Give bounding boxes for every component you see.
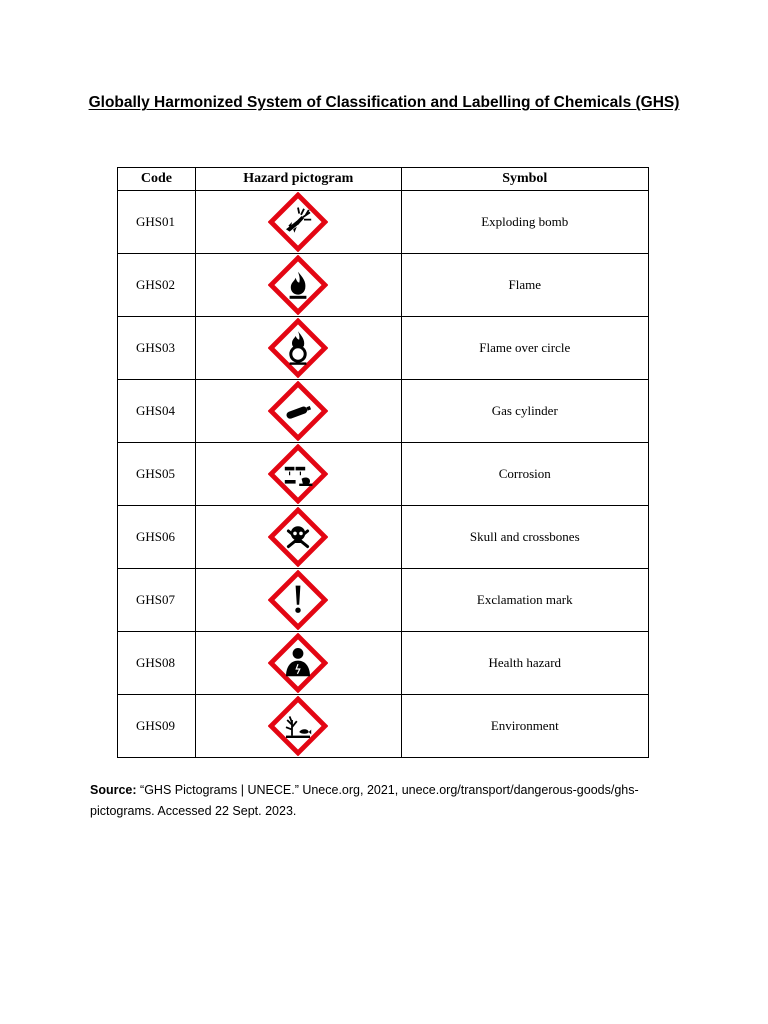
skull-crossbones-icon	[268, 507, 328, 567]
table-row	[118, 191, 649, 254]
pictogram-cell	[195, 443, 401, 506]
symbol-cell: Flame over circle	[401, 317, 648, 380]
table-row	[118, 695, 649, 758]
symbol-cell: Gas cylinder	[401, 380, 648, 443]
environment-icon	[268, 696, 328, 756]
code-cell: GHS06	[118, 506, 196, 569]
code-cell: GHS01	[118, 191, 196, 254]
pictogram-cell	[195, 254, 401, 317]
corrosion-icon	[268, 444, 328, 504]
symbol-cell: Exploding bomb	[401, 191, 648, 254]
table-row	[118, 632, 649, 695]
code-cell: GHS08	[118, 632, 196, 695]
table-row	[118, 254, 649, 317]
code-cell: GHS07	[118, 569, 196, 632]
table-row	[118, 317, 649, 380]
exclamation-mark-icon	[268, 570, 328, 630]
source-text: “GHS Pictograms | UNECE.” Unece.org, 2021, unece.org/transport/dangerous-goods/ghs-pictograms. Accessed 22 Sept. 2023.	[90, 783, 639, 818]
source-label: Source:	[90, 783, 137, 797]
gas-cylinder-icon	[268, 381, 328, 441]
source-citation	[90, 780, 690, 822]
health-hazard-icon	[268, 633, 328, 693]
pictogram-cell	[195, 506, 401, 569]
code-cell: GHS02	[118, 254, 196, 317]
pictogram-cell	[195, 695, 401, 758]
pictogram-cell	[195, 569, 401, 632]
flame-icon	[268, 255, 328, 315]
table-row	[118, 506, 649, 569]
exploding-bomb-icon	[268, 192, 328, 252]
pictogram-cell	[195, 632, 401, 695]
header-pictogram: Hazard pictogram	[195, 168, 401, 191]
symbol-cell: Flame	[401, 254, 648, 317]
code-cell: GHS03	[118, 317, 196, 380]
pictogram-cell	[195, 317, 401, 380]
table-row	[118, 443, 649, 506]
table-header-row	[118, 168, 649, 191]
symbol-cell: Health hazard	[401, 632, 648, 695]
symbol-cell: Exclamation mark	[401, 569, 648, 632]
symbol-cell: Corrosion	[401, 443, 648, 506]
flame-over-circle-icon	[268, 318, 328, 378]
page-title: Globally Harmonized System of Classification and Labelling of Chemicals (GHS)	[88, 94, 680, 111]
ghs-table	[117, 167, 649, 758]
table-row	[118, 569, 649, 632]
code-cell: GHS05	[118, 443, 196, 506]
header-symbol: Symbol	[401, 168, 648, 191]
symbol-cell: Skull and crossbones	[401, 506, 648, 569]
symbol-cell: Environment	[401, 695, 648, 758]
code-cell: GHS09	[118, 695, 196, 758]
code-cell: GHS04	[118, 380, 196, 443]
pictogram-cell	[195, 191, 401, 254]
pictogram-cell	[195, 380, 401, 443]
table-row	[118, 380, 649, 443]
header-code: Code	[118, 168, 196, 191]
